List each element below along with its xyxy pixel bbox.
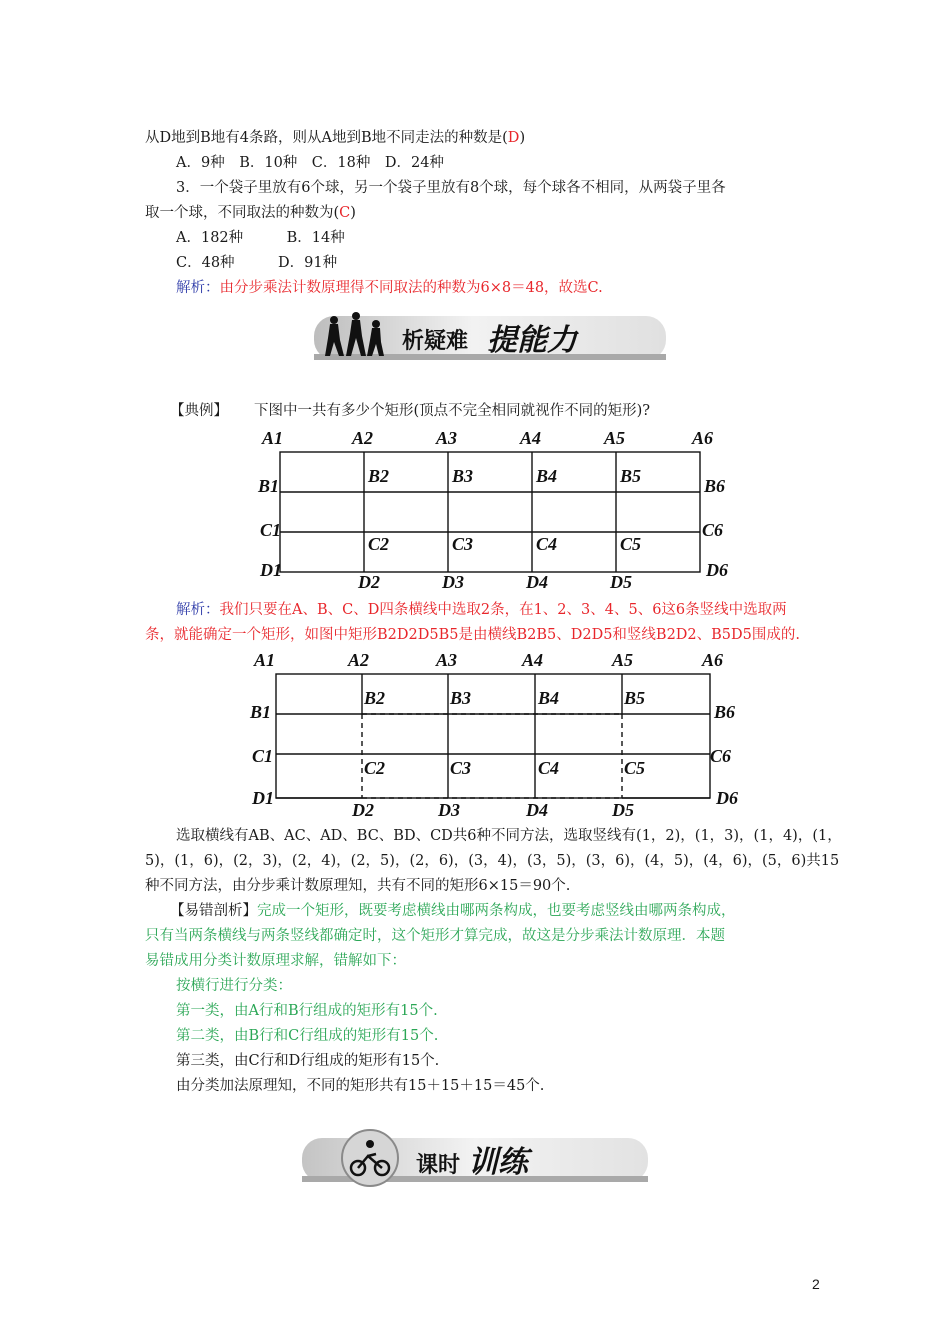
- svg-text:B1: B1: [250, 702, 272, 722]
- label-a1: A1: [262, 428, 284, 448]
- error-analysis-line-2: 只有当两条横线与两条竖线都确定时，这个矩形才算完成，故这是分步乘法计数原理．本题: [145, 928, 725, 944]
- highlighted-rectangle: [362, 714, 622, 798]
- text-line-4: 取一个球，不同取法的种数为(C): [145, 205, 356, 221]
- label-a3: A3: [436, 428, 458, 448]
- svg-text:A1: A1: [254, 650, 276, 670]
- label-b3: B3: [452, 466, 474, 486]
- svg-text:D4: D4: [526, 800, 548, 820]
- svg-text:A2: A2: [348, 650, 370, 670]
- svg-text:A4: A4: [522, 650, 544, 670]
- label-b5: B5: [620, 466, 642, 486]
- error-analysis-line-7: 第三类，由C行和D行组成的矩形有15个.: [176, 1053, 440, 1069]
- label-c1: C1: [260, 520, 282, 540]
- label-d5: D5: [610, 572, 632, 592]
- label-b1: B1: [258, 476, 280, 496]
- error-analysis-line-5: 第一类，由A行和B行组成的矩形有15个.: [176, 1003, 438, 1019]
- svg-text:D2: D2: [352, 800, 374, 820]
- solution-line-2: 5)，(1，6)，(2，3)，(2，4)，(2，5)，(2，6)，(3，4)，(3，5)，(3，6)，(4，5)，(4，6)，(5，6)共15: [145, 853, 840, 869]
- example-question: 【典例】 下图中一共有多少个矩形(顶点不完全相同就视作不同的矩形)?: [170, 403, 651, 419]
- svg-text:B6: B6: [714, 702, 736, 722]
- svg-text:C2: C2: [364, 758, 386, 778]
- error-analysis-line-1: 【易错剖析】完成一个矩形，既要考虑横线由哪两条构成，也要考虑竖线由哪两条构成，: [170, 903, 736, 919]
- label-b2: B2: [368, 466, 390, 486]
- label-d6: D6: [706, 560, 728, 580]
- label-c4: C4: [536, 534, 558, 554]
- svg-text:B2: B2: [364, 688, 386, 708]
- label-c2: C2: [368, 534, 390, 554]
- svg-text:B4: B4: [538, 688, 560, 708]
- banner1-text: 析疑难: [402, 329, 469, 354]
- section-banner-analysis: [312, 306, 672, 368]
- label-d1: D1: [260, 560, 282, 580]
- svg-text:D1: D1: [252, 788, 274, 808]
- label-b4: B4: [536, 466, 558, 486]
- svg-text:D6: D6: [716, 788, 738, 808]
- svg-text:B3: B3: [450, 688, 472, 708]
- text-line-2: A．9种 B．10种 C．18种 D．24种: [176, 155, 444, 171]
- rectangle-grid-figure-highlighted: [240, 648, 740, 820]
- text-line-5: A．182种 B．14种: [176, 230, 345, 246]
- banner2-text-bold: 训练: [468, 1145, 528, 1180]
- svg-text:A5: A5: [612, 650, 634, 670]
- rectangle-grid-figure: [250, 424, 740, 592]
- error-analysis-line-3: 易错成用分类计数原理求解，错解如下：: [145, 953, 406, 969]
- label-c3: C3: [452, 534, 474, 554]
- svg-text:C3: C3: [450, 758, 472, 778]
- label-a2: A2: [352, 428, 374, 448]
- label-a5: A5: [604, 428, 626, 448]
- svg-text:A6: A6: [702, 650, 724, 670]
- label-a6: A6: [692, 428, 714, 448]
- text-line-1: 从D地到B地有4条路，则从A地到B地不同走法的种数是(D): [145, 130, 526, 146]
- label-c6: C6: [702, 520, 724, 540]
- svg-text:C5: C5: [624, 758, 646, 778]
- svg-text:C1: C1: [252, 746, 274, 766]
- error-analysis-line-4: 按横行进行分类：: [176, 978, 292, 994]
- error-analysis-line-6: 第二类，由B行和C行组成的矩形有15个.: [176, 1028, 439, 1044]
- svg-text:D3: D3: [438, 800, 460, 820]
- label-b6: B6: [704, 476, 726, 496]
- svg-text:C6: C6: [710, 746, 732, 766]
- section-banner-practice: [300, 1124, 652, 1190]
- label-a4: A4: [520, 428, 542, 448]
- analysis-line-1: 解析：由分步乘法计数原理得不同取法的种数为6×8＝48，故选C.: [176, 280, 603, 296]
- label-d2: D2: [358, 572, 380, 592]
- error-analysis-line-8: 由分类加法原理知，不同的矩形共有15＋15＋15＝45个.: [176, 1078, 545, 1094]
- banner2-text: 课时: [416, 1153, 461, 1178]
- analysis-paragraph-line-1: 解析：我们只要在A、B、C、D四条横线中选取2条，在1、2、3、4、5、6这6条竖线中选取两: [176, 602, 787, 618]
- svg-text:A3: A3: [436, 650, 458, 670]
- text-line-6: C．48种 D．91种: [176, 255, 338, 271]
- label-d4: D4: [526, 572, 548, 592]
- banner1-text-bold: 提能力: [487, 323, 577, 358]
- label-c5: C5: [620, 534, 642, 554]
- page-number: 2: [812, 1276, 820, 1292]
- svg-text:B5: B5: [624, 688, 646, 708]
- text-line-3: 3．一个袋子里放有6个球，另一个袋子里放有8个球，每个球各不相同，从两袋子里各: [176, 180, 726, 196]
- label-d3: D3: [442, 572, 464, 592]
- solution-line-3: 种不同方法，由分步乘计数原理知，共有不同的矩形6×15＝90个.: [145, 878, 571, 894]
- analysis-paragraph-line-2: 条，就能确定一个矩形，如图中矩形B2D2D5B5是由横线B2B5、D2D5和竖线B2D2、B5D5围成的.: [145, 627, 800, 643]
- solution-line-1: 选取横线有AB、AC、AD、BC、BD、CD共6种不同方法，选取竖线有(1，2)，(1，3)，(1，4)，(1，: [176, 828, 842, 844]
- svg-text:D5: D5: [612, 800, 634, 820]
- svg-text:C4: C4: [538, 758, 560, 778]
